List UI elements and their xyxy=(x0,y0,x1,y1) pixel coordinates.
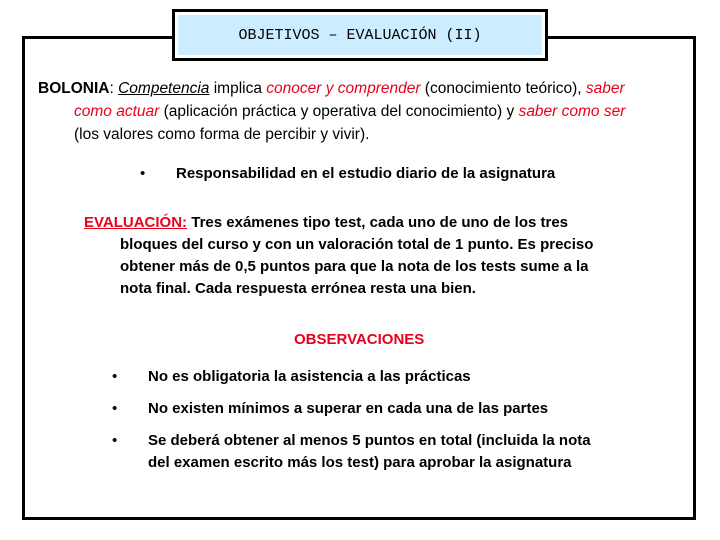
bolonia-line-3: (los valores como forma de percibir y vivir). xyxy=(74,126,370,143)
conocer-term: conocer y comprender xyxy=(266,80,421,97)
evaluacion-label: EVALUACIÓN: xyxy=(84,214,188,231)
bullet-icon: • xyxy=(112,368,118,385)
observaciones-heading: OBSERVACIONES xyxy=(294,331,425,348)
observacion-text: No es obligatoria la asistencia a las prácticas xyxy=(148,368,471,385)
responsabilidad-item xyxy=(140,165,555,182)
observacion-text-continued: del examen escrito más los test) para aprobar la asignatura xyxy=(148,454,572,471)
teorico-text: (conocimiento teórico), xyxy=(420,80,586,97)
evaluacion-line-4: nota final. Cada respuesta errónea resta una bien. xyxy=(120,280,476,297)
observacion-item xyxy=(112,398,548,420)
observacion-item xyxy=(112,366,471,388)
bolonia-paragraph xyxy=(38,77,688,146)
bolonia-line-2 xyxy=(38,100,688,123)
como-actuar-term: como actuar xyxy=(74,103,160,120)
saber-ser-term: saber como ser xyxy=(518,103,626,120)
bullet-icon: • xyxy=(140,165,146,182)
competencia-term: Competencia xyxy=(118,80,210,97)
evaluacion-paragraph xyxy=(84,212,684,300)
saber-term: saber xyxy=(585,80,625,97)
evaluacion-text-1: Tres exámenes tipo test, cada uno de uno de los tres xyxy=(187,214,569,231)
bolonia-line-1 xyxy=(38,77,688,100)
bolonia-colon: : xyxy=(109,80,114,97)
bolonia-label: BOLONIA xyxy=(38,80,110,97)
implica-text: implica xyxy=(209,80,267,97)
evaluacion-line-2: bloques del curso y con un valoración total de 1 punto. Es preciso xyxy=(120,236,594,253)
observacion-text: No existen mínimos a superar en cada una de las partes xyxy=(148,400,549,417)
evaluacion-line-3: obtener más de 0,5 puntos para que la nota de los tests sume a la xyxy=(120,258,589,275)
bullet-icon: • xyxy=(112,432,118,449)
responsabilidad-text: Responsabilidad en el estudio diario de la asignatura xyxy=(176,165,556,182)
title-box xyxy=(172,9,548,61)
observacion-item xyxy=(112,430,591,474)
bullet-icon: • xyxy=(112,400,118,417)
observacion-text: Se deberá obtener al menos 5 puntos en total (incluida la nota xyxy=(148,432,591,449)
aplicacion-text: (aplicación práctica y operativa del conocimiento) y xyxy=(159,103,519,120)
slide-title: OBJETIVOS – EVALUACIÓN (II) xyxy=(178,15,542,55)
evaluacion-line-1 xyxy=(84,212,684,234)
